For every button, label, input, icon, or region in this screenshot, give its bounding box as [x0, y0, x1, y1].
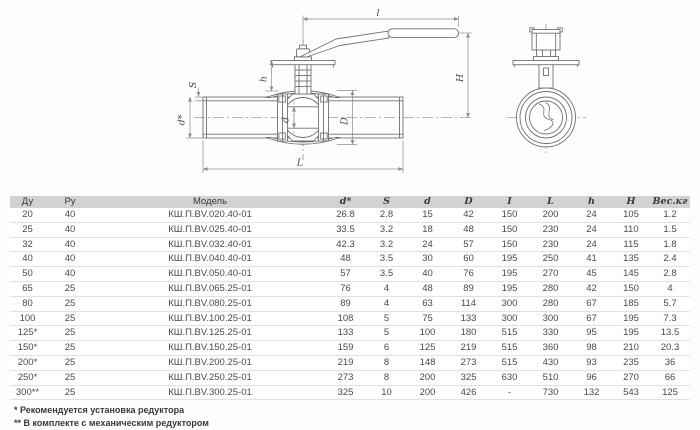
- table-cell: 48: [422, 282, 433, 294]
- main-side-view: [194, 29, 471, 160]
- table-row: [10, 326, 690, 341]
- table-cell: КШ.П.BV.032.40-01: [168, 238, 252, 250]
- table-cell: 135: [623, 253, 639, 265]
- table-cell: 25: [64, 386, 76, 398]
- table-cell: 25: [22, 223, 33, 235]
- table-cell: 2.8: [663, 268, 677, 280]
- table-cell: 89: [463, 282, 474, 294]
- table-cell: 230: [542, 223, 559, 235]
- table-cell: 145: [623, 268, 639, 280]
- table-cell: 115: [623, 238, 639, 250]
- column-header: Ду: [10, 196, 45, 208]
- table-cell: 325: [460, 371, 477, 383]
- table-cell: 515: [501, 342, 518, 354]
- table-cell: 40: [64, 223, 76, 235]
- dim-label-S: S: [188, 81, 199, 89]
- table-cell: 67: [586, 297, 597, 309]
- table-cell: 133: [337, 327, 354, 339]
- table-cell: 5.7: [663, 297, 677, 309]
- table-cell: 230: [542, 238, 559, 250]
- table-cell: 25: [64, 327, 76, 339]
- end-view-flange: [513, 61, 579, 65]
- table-cell: 45: [586, 268, 597, 280]
- table-cell: 195: [501, 268, 518, 280]
- ball-valve-drawing: [0, 0, 700, 196]
- table-cell: 98: [586, 342, 597, 354]
- table-cell: 180: [460, 327, 477, 339]
- table-cell: 96: [586, 371, 597, 383]
- table-cell: 66: [664, 371, 676, 383]
- table-cell: 76: [463, 268, 474, 280]
- table-row: [10, 311, 690, 326]
- table-cell: 195: [501, 282, 518, 294]
- table-cell: КШ.П.BV.020.40-01: [168, 209, 252, 220]
- table-cell: 65: [22, 282, 33, 294]
- table-row: [10, 208, 690, 222]
- table-cell: 63: [422, 297, 433, 309]
- table-cell: 730: [542, 386, 559, 398]
- table-row: [10, 296, 690, 311]
- stem-assembly: [271, 45, 335, 94]
- table-cell: 50: [22, 268, 33, 280]
- table-cell: 25: [64, 312, 76, 324]
- table-row: [10, 370, 690, 385]
- table-cell: КШ.П.BV.040.40-01: [168, 253, 252, 265]
- table-cell: КШ.П.BV.150.25-01: [168, 342, 252, 354]
- dim-label-h: h: [258, 75, 270, 83]
- table-cell: 75: [422, 312, 433, 324]
- footnote-1: * Рекомендуется установка редуктора: [14, 405, 185, 416]
- handle-lever: [300, 29, 459, 57]
- table-cell: 250*: [17, 371, 38, 383]
- table-cell: 5: [383, 327, 390, 339]
- table-header: [10, 196, 690, 208]
- table-cell: 200: [419, 371, 436, 383]
- table-cell: 4: [383, 282, 390, 294]
- table-cell: 4: [383, 297, 390, 309]
- table-cell: 114: [460, 297, 477, 309]
- table-cell: 543: [623, 386, 639, 398]
- table-cell: 24: [586, 209, 597, 220]
- table-cell: 80: [22, 297, 33, 309]
- table-cell: 185: [623, 297, 639, 309]
- header-row: [10, 196, 690, 208]
- table-cell: 67: [586, 312, 597, 324]
- valve-spec-table: [10, 196, 690, 400]
- table-cell: 8: [383, 371, 390, 383]
- column-header: d: [407, 196, 448, 208]
- dim-label-L: L: [296, 157, 304, 169]
- table-cell: 110: [623, 223, 639, 235]
- table-cell: 200: [542, 209, 559, 220]
- column-header: Ру: [45, 196, 95, 208]
- column-header: H: [612, 196, 650, 208]
- footnotes: [14, 404, 700, 430]
- table-cell: 24: [586, 238, 597, 250]
- table-cell: 95: [586, 327, 597, 339]
- table-body: [10, 208, 690, 400]
- table-cell: КШ.П.BV.100.25-01: [168, 312, 252, 324]
- table-cell: 7.3: [663, 312, 677, 324]
- column-header: L: [530, 196, 571, 208]
- table-cell: 210: [623, 342, 639, 354]
- table-cell: 57: [340, 268, 351, 280]
- table-cell: 200: [419, 386, 436, 398]
- table-cell: 1.5: [663, 223, 677, 235]
- table-cell: 40: [64, 209, 76, 220]
- table-cell: 150: [501, 238, 518, 250]
- table-cell: 630: [501, 371, 518, 383]
- table-cell: КШ.П.BV.080.25-01: [168, 297, 252, 309]
- table-cell: 93: [586, 356, 597, 368]
- table-cell: 100: [419, 327, 436, 339]
- table-cell: 60: [463, 253, 474, 265]
- table-cell: 40: [64, 253, 76, 265]
- dim-label-dstar: d*: [176, 114, 188, 126]
- table-cell: 33.5: [336, 223, 355, 235]
- table-cell: 273: [337, 371, 354, 383]
- table-cell: 159: [337, 342, 354, 354]
- table-cell: 5: [383, 312, 390, 324]
- table-cell: 330: [542, 327, 559, 339]
- table-cell: 25: [64, 297, 76, 309]
- table-row: [10, 237, 690, 252]
- table-row: [10, 252, 690, 267]
- table-cell: 250: [542, 253, 559, 265]
- table-cell: 24: [586, 223, 597, 235]
- table-cell: 13.5: [660, 327, 680, 339]
- table-cell: 25: [64, 356, 76, 368]
- table-cell: 426: [460, 386, 477, 398]
- table-cell: 125: [662, 386, 678, 398]
- table-cell: 273: [460, 356, 477, 368]
- column-header: Модель: [95, 196, 325, 208]
- table-cell: 6: [383, 342, 390, 354]
- table-cell: 133: [460, 312, 477, 324]
- table-cell: 48: [340, 253, 351, 265]
- table-cell: 89: [340, 297, 351, 309]
- dim-label-l: l: [376, 8, 380, 19]
- table-cell: 24: [422, 238, 433, 250]
- table-cell: 3.5: [379, 253, 394, 265]
- table-cell: 42.3: [336, 238, 355, 250]
- table-cell: 4: [667, 282, 673, 294]
- table-cell: 40: [422, 268, 433, 280]
- end-view-stem: [513, 49, 579, 88]
- table-cell: 195: [623, 327, 639, 339]
- table-cell: 40: [64, 268, 76, 280]
- table-cell: 41: [586, 253, 597, 265]
- column-header: d*: [325, 196, 366, 208]
- table-cell: КШ.П.BV.050.40-01: [168, 268, 252, 280]
- footnote-2: ** В комплекте с механическим редуктором: [14, 418, 209, 429]
- table-cell: 515: [501, 327, 518, 339]
- table-cell: 150: [501, 209, 518, 220]
- table-cell: 300: [501, 312, 518, 324]
- table-row: [10, 385, 690, 400]
- table-cell: 280: [542, 297, 559, 309]
- table-row: [10, 355, 690, 370]
- table-cell: 360: [542, 342, 559, 354]
- table-cell: КШ.П.BV.065.25-01: [168, 282, 252, 294]
- table-cell: 100: [19, 312, 36, 324]
- table-row: [10, 267, 690, 282]
- table-cell: КШ.П.BV.200.25-01: [168, 356, 252, 368]
- dim-label-d: d: [280, 116, 292, 124]
- table-cell: 2.4: [663, 253, 677, 265]
- dim-S: [195, 88, 203, 101]
- table-cell: 15: [422, 209, 433, 220]
- table-cell: 108: [337, 312, 354, 324]
- table-cell: 300: [501, 297, 518, 309]
- table-cell: -: [507, 386, 512, 398]
- table-cell: 125*: [17, 327, 38, 339]
- table-cell: 40: [64, 238, 76, 250]
- right-seat-plate: [319, 94, 329, 141]
- table-cell: 325: [337, 386, 354, 398]
- table-cell: 8: [383, 356, 390, 368]
- dim-label-H: H: [455, 73, 466, 83]
- table-cell: 48: [463, 223, 474, 235]
- table-cell: КШ.П.BV.125.25-01: [168, 327, 252, 339]
- table-cell: КШ.П.BV.025.40-01: [168, 223, 252, 235]
- table-cell: 20: [22, 209, 33, 220]
- end-view: [507, 24, 586, 154]
- table-cell: 32: [22, 238, 33, 250]
- table-cell: 36: [664, 356, 676, 368]
- table-cell: 200*: [17, 356, 38, 368]
- table-cell: 148: [419, 356, 436, 368]
- table-cell: 26.8: [336, 209, 355, 220]
- table-cell: 270: [542, 268, 559, 280]
- table-cell: 219: [337, 356, 354, 368]
- table-cell: 195: [501, 253, 518, 265]
- table-row: [10, 222, 690, 237]
- table-cell: КШ.П.BV.300.25-01: [168, 386, 252, 398]
- table-cell: 10: [381, 386, 392, 398]
- end-view-handle: [530, 28, 562, 50]
- table-cell: 195: [623, 312, 639, 324]
- column-header: Вес.кг: [650, 196, 690, 208]
- table-cell: 1.8: [663, 238, 677, 250]
- table-cell: 150: [623, 282, 639, 294]
- table-cell: 280: [542, 282, 559, 294]
- table-row: [10, 281, 690, 296]
- table-cell: 1.2: [663, 209, 677, 220]
- column-header: D: [448, 196, 489, 208]
- table-cell: 270: [623, 371, 639, 383]
- table-row: [10, 341, 690, 356]
- table-cell: 42: [586, 282, 597, 294]
- table-cell: 300: [542, 312, 559, 324]
- table-cell: 40: [22, 253, 33, 265]
- mounting-flange: [271, 61, 335, 65]
- table-cell: 105: [623, 209, 639, 220]
- table-cell: 25: [64, 282, 76, 294]
- table-cell: 300**: [15, 386, 40, 398]
- table-cell: 57: [463, 238, 474, 250]
- table-cell: 125: [419, 342, 436, 354]
- table-cell: 76: [340, 282, 351, 294]
- table-cell: 510: [542, 371, 559, 383]
- table-cell: КШ.П.BV.250.25-01: [168, 371, 252, 383]
- column-header: h: [571, 196, 612, 208]
- table-cell: 430: [542, 356, 559, 368]
- handle-grip: [388, 29, 459, 38]
- table-cell: 150*: [17, 342, 38, 354]
- table-cell: 30: [422, 253, 433, 265]
- table-cell: 515: [501, 356, 518, 368]
- table-cell: 3.2: [379, 238, 394, 250]
- column-header: S: [366, 196, 407, 208]
- table-cell: 3.2: [379, 223, 394, 235]
- table-cell: 20.3: [660, 342, 680, 354]
- table-cell: 18: [422, 223, 433, 235]
- table-cell: 42: [463, 209, 474, 220]
- table-cell: 219: [460, 342, 477, 354]
- table-cell: 25: [64, 371, 76, 383]
- dim-label-D: D: [339, 117, 351, 125]
- table-cell: 2.8: [379, 209, 394, 220]
- table-cell: 25: [64, 342, 76, 354]
- table-cell: 235: [623, 356, 639, 368]
- table-cell: 132: [583, 386, 600, 398]
- column-header: I: [489, 196, 530, 208]
- valve-technical-drawing: [0, 0, 700, 196]
- table-cell: 3.5: [379, 268, 394, 280]
- table-cell: 150: [501, 223, 518, 235]
